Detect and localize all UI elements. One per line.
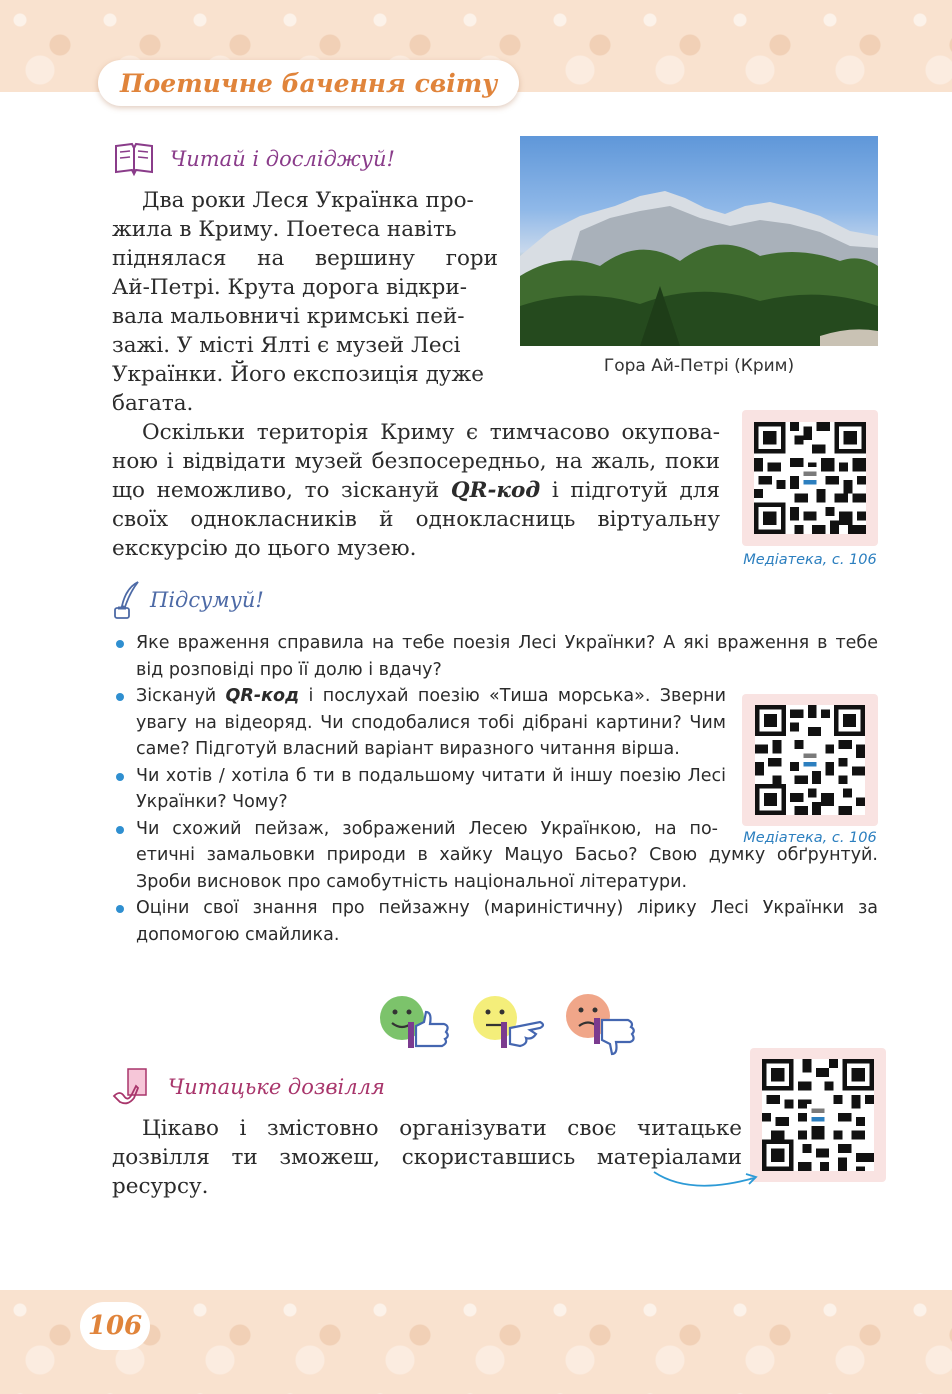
bullet-text: Оціни свої знання про пейзажну (мариністичну) лірику Лесі Українки за допомогою смайлика. [136,898,878,945]
photo-caption: Гора Ай-Петрі (Крим) [603,356,795,376]
read-line: Два роки Леся Українка про- [142,188,474,213]
leisure-paragraph [112,1114,742,1201]
leisure-heading-text: Читацьке дозвілля [168,1075,385,1099]
page-number: 106 [87,1311,143,1341]
qr-caption-2: Медіатека, с. 106 [743,830,877,846]
arrow-to-qr-icon [650,1166,762,1194]
read-line: вала мальовничі кримські пей- [112,304,465,329]
section-title-tab [98,60,519,106]
read-heading-text: Читай і досліджуй! [170,147,395,171]
read-paragraph-1 [112,186,498,418]
qr-code-museum[interactable] [742,410,878,546]
qr-code-icon [762,1059,874,1171]
read-line: Ай-Петрі. Крута дорога відкри- [112,275,467,300]
list-item [112,895,878,948]
mountain-illustration [520,136,878,346]
qr-code-icon [755,705,865,815]
qr-code-icon [754,422,866,534]
qr-code-term: QR-код [225,686,300,706]
quill-pen-icon [112,580,142,620]
leisure-text: Цікаво і змістовно організувати своє читацьке дозвілля ти зможеш, скориставшись матеріалами ресурсу. [112,1116,742,1199]
e-reader-icon [112,1066,154,1108]
smiley-happy-thumbs-up-icon[interactable] [380,996,448,1048]
list-item [112,763,726,816]
list-item [112,683,726,763]
smiley-neutral-pointing-icon[interactable] [473,996,543,1048]
bullet-text: Чи хотів / хотіла б ти в подальшому читати й іншу поезію Лесі Українки? Чому? [136,765,726,812]
read-heading [112,140,395,178]
qr-code-poem[interactable] [742,694,878,826]
page-number-badge [80,1302,150,1350]
read-line: Українки. Його експозиція дуже [112,362,484,387]
bullet-text: етичні замальовки природи в хайку Мацуо Басьо? Свою думку обґрунтуй. Зроби висновок про самобутність національної літератури. [136,845,878,892]
smiley-sad-thumbs-down-icon[interactable] [566,994,634,1054]
leisure-heading [112,1066,385,1108]
summary-heading [112,580,264,620]
qr-caption-1: Медіатека, с. 106 [743,552,877,568]
read-line: багата. [112,391,194,416]
read-p2-after: і підготуй для своїх однокласників й однокласниць віртуальну екскурсію до цього музею. [112,478,720,561]
self-assessment-smileys [380,992,650,1062]
qr-code-resource[interactable] [750,1048,886,1182]
section-title: Поетичне бачення світу [120,68,498,98]
ai-petri-photo [520,136,878,346]
list-item [112,630,878,683]
bullet-text: Зіскануй [136,686,226,706]
open-book-icon [112,140,156,178]
bullet-text: Яке враження справила на тебе поезія Лесі Українки? А які враження в тебе від розповіді про її долю і вдачу? [136,633,878,680]
qr-code-term: QR-код [450,478,541,503]
read-line: зажі. У місті Ялті є музей Лесі [112,333,461,358]
read-paragraph-2 [112,418,720,563]
list-item [112,816,878,896]
summary-heading-text: Підсумуй! [150,588,264,612]
read-line: жила в Криму. Поетеса навіть [112,217,457,242]
read-p2-before: Оскільки територія Криму є тимчасово окупова-ною і відвідати музей безпосередньо, на жаль, поки що неможливо, то зіскануй [112,420,720,503]
bullet-text: і послухай поезію «Тиша морська». Зверни увагу на відеоряд. Чи сподобалися тобі дібрані картини? Чим саме? Підготуй власний варіант виразного читання вірша. [136,686,726,759]
read-line: піднялася на вершину гори [112,246,498,271]
bullet-text: Чи схожий пейзаж, зображений Лесею Українкою, на по- [136,818,718,839]
